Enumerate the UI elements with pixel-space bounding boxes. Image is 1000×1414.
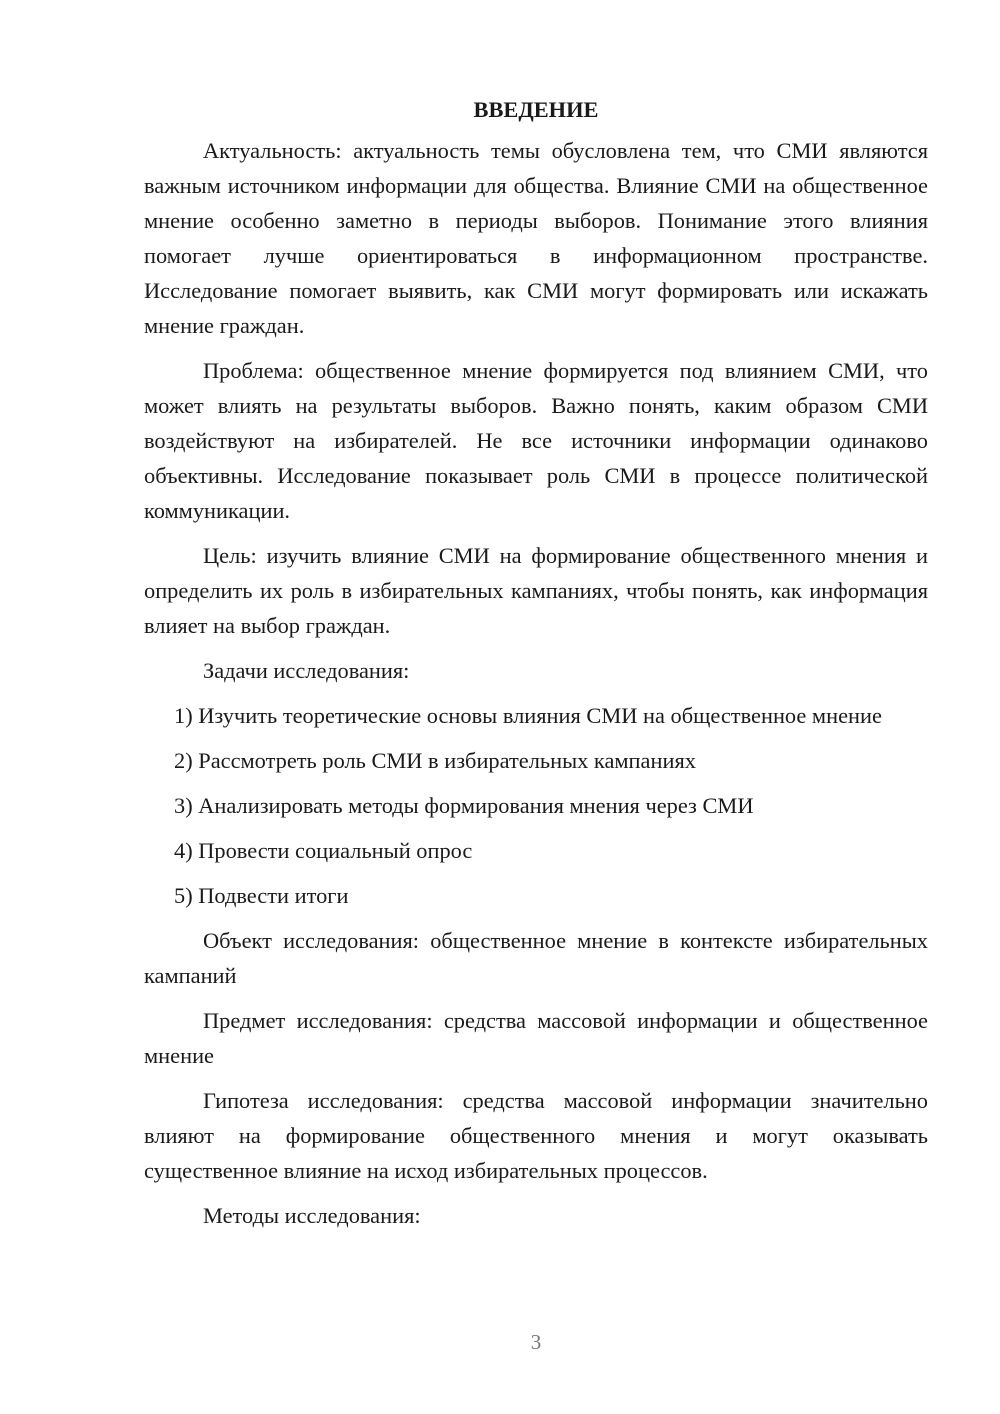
document-page xyxy=(144,92,928,1243)
section-title: ВВЕДЕНИЕ xyxy=(473,97,599,122)
paragraph-goal: Цель: изучить влияние СМИ на формирование общественного мнения и определить их роль в избирательных кампаниях, чтобы понять, как информация влияет на выбор граждан. xyxy=(144,543,928,638)
task-item: 4) Провести социальный опрос xyxy=(174,838,473,863)
paragraph-subject: Предмет исследования: средства массовой информации и общественное мнение xyxy=(144,1008,928,1068)
paragraph-methods: Методы исследования: xyxy=(203,1203,421,1228)
task-item: 3) Анализировать методы формирования мнения через СМИ xyxy=(174,793,754,818)
task-item: 5) Подвести итоги xyxy=(174,883,349,908)
paragraph-problem: Проблема: общественное мнение формируется под влиянием СМИ, что может влиять на результаты выборов. Важно понять, каким образом СМИ воздействуют на избирателей. Не все источники информации одинаково объективны. Исследование показывает роль СМИ в процессе политической коммуникации. xyxy=(144,358,928,523)
task-item: 2) Рассмотреть роль СМИ в избирательных кампаниях xyxy=(174,748,696,773)
tasks-heading: Задачи исследования: xyxy=(203,658,410,683)
paragraph-object: Объект исследования: общественное мнение в контексте избирательных кампаний xyxy=(144,928,928,988)
paragraph-relevance: Актуальность: актуальность темы обусловлена тем, что СМИ являются важным источником информации для общества. Влияние СМИ на общественное мнение особенно заметно в периоды выборов. Понимание этого влияния помогает лучше ориентироваться в информационном пространстве. Исследование помогает выявить, как СМИ могут формировать или искажать мнение граждан. xyxy=(144,138,928,338)
paragraph-hypothesis: Гипотеза исследования: средства массовой информации значительно влияют на формирование общественного мнения и могут оказывать существенное влияние на исход избирательных процессов. xyxy=(144,1088,928,1183)
task-item: 1) Изучить теоретические основы влияния СМИ на общественное мнение xyxy=(174,703,882,728)
page-number: 3 xyxy=(530,1330,542,1354)
